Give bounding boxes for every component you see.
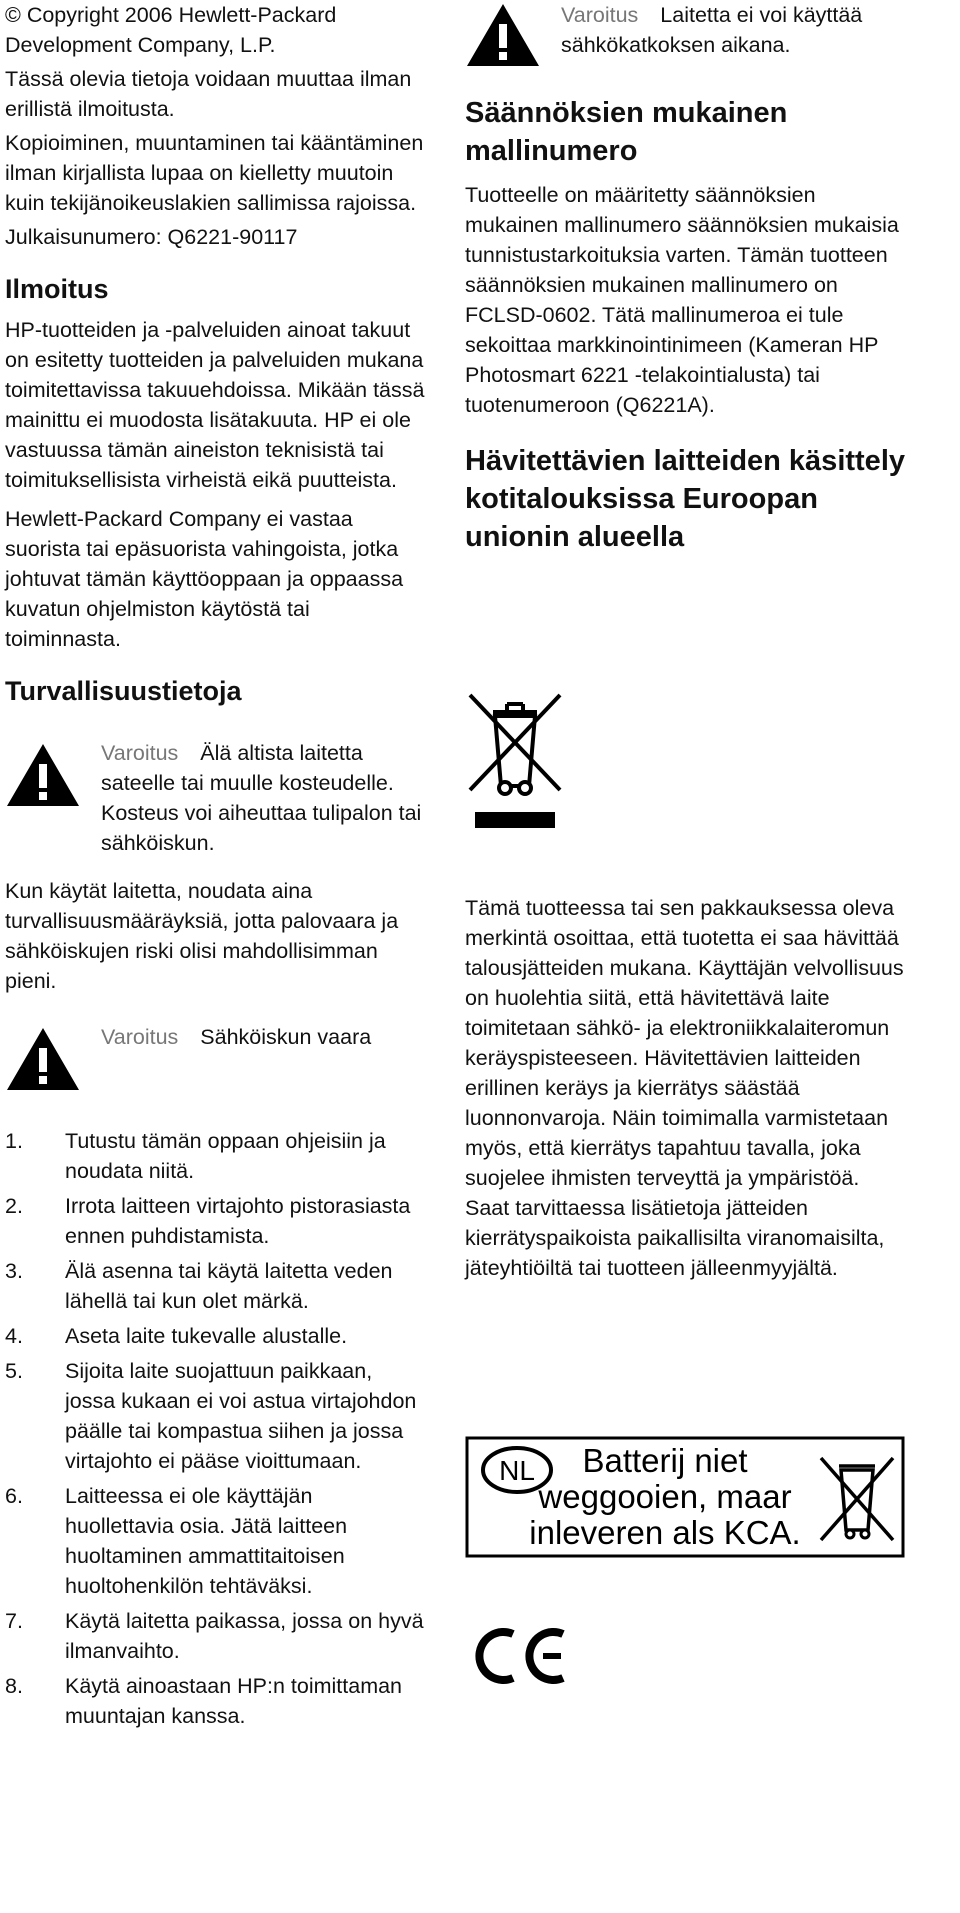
list-item: 6. Laitteessa ei ole käyttäjän huollettavia osia. Jätä laitteen huoltaminen ammattitaitoisen huoltohenkilön tehtäväksi. (5, 1484, 348, 1598)
publication-number: Julkaisunumero: Q6221-90117 (5, 225, 298, 249)
model-number-text: Tuotteelle on määritetty säännöksien mukainen mallinumero säännöksien mukaisia tunnistustarkoituksia varten. Tämän tuotteen säännöksien mukainen mallinumero on FCLSD-0602. Tätä mallinumeroa ei tule sekoittaa markkinointinimeen (Kameran HP Photosmart 6221 -telakointialusta) tai tuotenumeroon (Q6221A). (465, 183, 899, 417)
heading-disposal: Hävitettävien laitteiden käsittely kotitalouksissa Euroopan unionin alueella (465, 445, 905, 553)
left-column (5, 0, 425, 1736)
ce-mark-icon (473, 1626, 573, 1686)
warning-electric-shock (5, 1022, 425, 1102)
list-item: 7. Käytä laitetta paikassa, jossa on hyvä ilmanvaihto. (5, 1609, 424, 1663)
kca-line-1: Batterij niet (582, 1442, 748, 1479)
weee-crossed-bin-icon (465, 690, 565, 830)
heading-safety: Turvallisuustietoja (5, 676, 242, 706)
list-item: 2. Irrota laitteen virtajohto pistorasiasta ennen puhdistamista. (5, 1194, 411, 1248)
heading-notice: Ilmoitus (5, 274, 109, 304)
safety-steps-list (5, 1126, 425, 1731)
warning-triangle-icon (5, 742, 81, 808)
safety-intro-text: Kun käytät laitetta, noudata aina turvallisuusmääräyksiä, jotta palovaara ja sähköiskujen riski olisi mahdollisimman pieni. (5, 879, 399, 993)
kca-line-3: inleveren als KCA. (529, 1514, 801, 1551)
warning-text: Sähköiskun vaara (200, 1025, 372, 1049)
list-item: 4. Aseta laite tukevalle alustalle. (5, 1324, 348, 1348)
kca-country-code: NL (499, 1455, 535, 1486)
list-item: 1. Tutustu tämän oppaan ohjeisiin ja noudata niitä. (5, 1129, 386, 1183)
list-item: 5. Sijoita laite suojattuun paikkaan, jossa kukaan ei voi astua virtajohdon päälle tai kompastua siihen ja jossa virtajohto ei pääse vioittumaan. (5, 1359, 417, 1473)
warning-moisture (5, 738, 425, 858)
warning-label: Varoitus (101, 1025, 179, 1049)
kca-line-2: weggooien, maar (538, 1478, 792, 1515)
list-item: 8. Käytä ainoastaan HP:n toimittaman muuntajan kanssa. (5, 1674, 403, 1728)
notice-copy-text: Kopioiminen, muuntaminen tai kääntäminen ilman kirjallista lupaa on kielletty muutoin kuin tekijänoikeuslakien sallimissa rajoissa. (5, 131, 424, 215)
warning-label: Varoitus (561, 3, 639, 27)
list-item: 3. Älä asenna tai käytä laitetta veden lähellä tai kun olet märkä. (5, 1259, 393, 1313)
heading-model-number: Säännöksien mukainen mallinumero (465, 97, 788, 167)
warning-label: Varoitus (101, 741, 179, 765)
liability-text: Hewlett-Packard Company ei vastaa suorista tai epäsuorista vahingoista, jotka johtuvat tämän käyttöoppaan ja oppaassa kuvatun ohjelmiston käytöstä tai toiminnasta. (5, 507, 404, 651)
warranty-text: HP-tuotteiden ja -palveluiden ainoat takuut on esitetty tuotteiden ja palveluiden mukana toimitettavissa takuuehdoissa. Mikään tässä mainittu ei muodosta lisätakuuta. HP ei ole vastuussa tämän aineiston teknisistä tai toimituksellisista virheistä eikä puutteista. (5, 318, 425, 492)
warning-text: Laitetta ei voi käyttää sähkökatkoksen aikana. (561, 3, 863, 57)
kca-battery-notice (465, 1436, 905, 1558)
warning-text: Älä altista laitetta sateelle tai muulle kosteudelle. Kosteus voi aiheuttaa tulipalon tai sähköiskun. (101, 741, 422, 855)
warning-triangle-icon (5, 1026, 81, 1092)
disposal-text: Tämä tuotteessa tai sen pakkauksessa oleva merkintä osoittaa, että tuotetta ei saa hävittää talousjätteiden mukana. Käyttäjän velvollisuus on huolehtia siitä, että hävitettävä laite toimitetaan sähkö- ja elektroniikkalaiteromun keräyspisteeseen. Hävitettävien laitteiden erillinen keräys ja kierrätys säästää luonnonvaroja. Näin toimimalla varmistetaan myös, että kierrätys tapahtuu tavalla, joka suojelee ihmisten terveyttä ja ympäristöä. Saat tarvittaessa lisätietoja jätteiden kierrätyspaikoista paikallisilta viranomaisilta, jäteyhtiöiltä tai tuotteen jälleenmyyjältä. (465, 896, 904, 1280)
copyright-text: © Copyright 2006 Hewlett-Packard Development Company, L.P. (5, 3, 337, 57)
notice-change-text: Tässä olevia tietoja voidaan muuttaa ilman erillistä ilmoitusta. (5, 67, 412, 121)
